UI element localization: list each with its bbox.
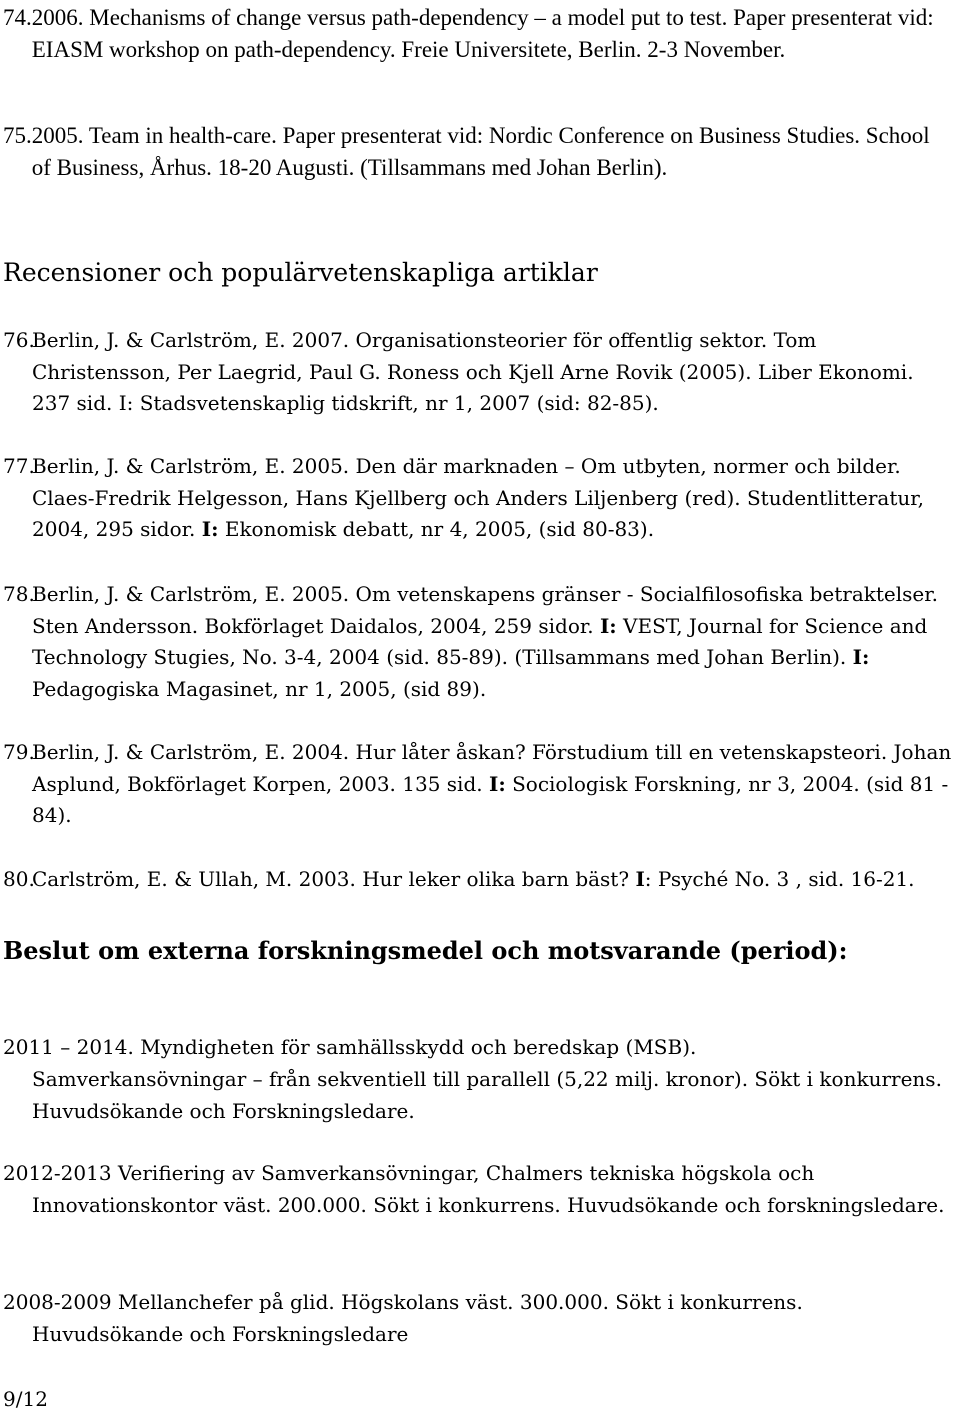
review-item-76 bbox=[3, 325, 953, 420]
item-text: Berlin, J. & Carlström, E. 2004. Hur låter åskan? Förstudium till en vetenskapsteori. Johan Asplund, Bokförlaget Korpen, 2003. 135 sid. I: Sociologisk Forskning, nr 3, 2004. (sid 81 - 84). bbox=[32, 740, 952, 827]
item-text: Berlin, J. & Carlström, E. 2005. Om vetenskapens gränser - Socialfilosofiska betraktelser. Sten Andersson. Bokförlaget Daidalos, 2004, 259 sidor. I: VEST, Journal for Science and Technology Stugies, No. 3-4, 2004 (sid. 85-89). (Tillsammans med Johan Berlin). I: Pedagogiska Magasinet, nr 1, 2005, (sid 89). bbox=[32, 582, 938, 701]
item-number: 80. bbox=[3, 867, 35, 891]
item-number: 75. bbox=[3, 123, 32, 148]
conference-paper-75 bbox=[3, 120, 953, 184]
review-item-79 bbox=[3, 737, 953, 832]
item-text: Carlström, E. & Ullah, M. 2003. Hur leker olika barn bäst? I: Psyché No. 3 , sid. 16-21. bbox=[32, 867, 915, 891]
funding-item: 2012-2013 Verifiering av Samverkansövningar, Chalmers tekniska högskola och Innovationskontor väst. 200.000. Sökt i konkurrens. Huvudsökande och forskningsledare. bbox=[3, 1161, 945, 1217]
review-item-80 bbox=[3, 864, 953, 896]
item-text: 2005. Team in health-care. Paper presenterat vid: Nordic Conference on Business Studies. School of Business, Århus. 18-20 Augusti. (Tillsammans med Johan Berlin). bbox=[31, 123, 930, 180]
item-number: 77. bbox=[3, 454, 35, 478]
item-number: 78. bbox=[3, 582, 35, 606]
item-number: 74. bbox=[3, 5, 32, 30]
funding-item: 2008-2009 Mellanchefer på glid. Högskolans väst. 300.000. Sökt i konkurrens. Huvudsökande och Forskningsledare bbox=[3, 1290, 803, 1346]
review-item-78 bbox=[3, 579, 953, 705]
review-item-77 bbox=[3, 451, 953, 546]
section-heading-reviews: Recensioner och populärvetenskapliga artiklar bbox=[3, 258, 598, 287]
funding-item: 2011 – 2014. Myndigheten för samhällsskydd och beredskap (MSB). Samverkansövningar – från sekventiell till parallell (5,22 milj. kronor). Sökt i konkurrens. Huvudsökande och Forskningsledare. bbox=[3, 1035, 942, 1123]
item-number: 79. bbox=[3, 740, 35, 764]
item-text: Berlin, J. & Carlström, E. 2005. Den där marknaden – Om utbyten, normer och bilder. Claes-Fredrik Helgesson, Hans Kjellberg och Anders Liljenberg (red). Studentlitteratur, 2004, 295 sidor. I: Ekonomisk debatt, nr 4, 2005, (sid 80-83). bbox=[32, 454, 924, 541]
item-number: 76. bbox=[3, 328, 35, 352]
section-heading-funding: Beslut om externa forskningsmedel och motsvarande (period): bbox=[3, 936, 848, 965]
item-text: 2006. Mechanisms of change versus path-dependency – a model put to test. Paper presenterat vid: EIASM workshop on path-dependency. Freie Universitete, Berlin. 2-3 November. bbox=[31, 5, 934, 62]
page-number: 9/12 bbox=[3, 1387, 48, 1411]
item-text: Berlin, J. & Carlström, E. 2007. Organisationsteorier för offentlig sektor. Tom Christensson, Per Laegrid, Paul G. Roness och Kjell Arne Rovik (2005). Liber Ekonomi. 237 sid. I: Stadsvetenskaplig tidskrift, nr 1, 2007 (sid: 82-85). bbox=[32, 328, 914, 415]
conference-paper-74 bbox=[3, 2, 953, 66]
